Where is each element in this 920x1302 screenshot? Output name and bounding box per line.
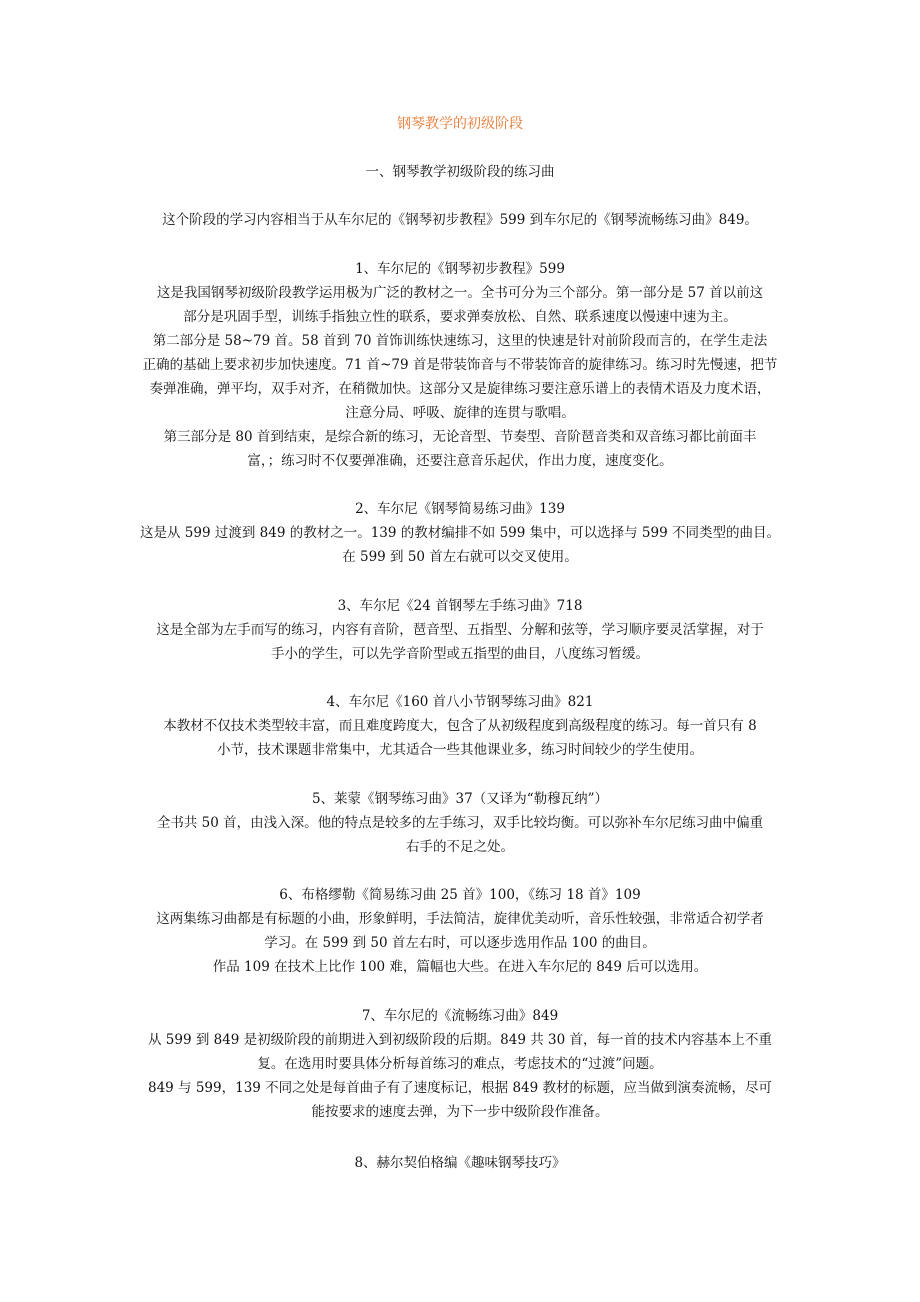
item-1-line: 奏弹准确，弹平均，双手对齐，在稍微加快。这部分又是旋律练习要注意乐谱上的表情术语及力度术语，	[149, 381, 771, 397]
item-5-heading: 5、莱蒙《钢琴练习曲》37（又译为“勒穆瓦纳”）	[311, 791, 609, 807]
item-5-body	[140, 811, 780, 859]
document-title: 钢琴教学的初级阶段	[397, 116, 523, 132]
item-7-line: 从 599 到 849 是初级阶段的前期进入到初级阶段的后期。849 共 30 首，每一首的技术内容基本上不重	[147, 1032, 773, 1048]
item-6-line: 作品 109 在技术上比作 100 难，篇幅也大些。在进入车尔尼的 849 后可以选用。	[212, 959, 708, 975]
item-2-body	[140, 521, 780, 569]
item-6-line: 学习。在 599 到 50 首左右时，可以逐步选用作品 100 的曲目。	[264, 935, 656, 951]
item-7-line: 复。在选用时要具体分析每首练习的难点，考虑技术的“过渡”问题。	[257, 1056, 663, 1072]
item-8-heading: 8、赫尔契伯格编《趣味钢琴技巧》	[354, 1155, 566, 1171]
item-1-line: 这是我国钢琴初级阶段教学运用极为广泛的教材之一。全书可分为三个部分。第一部分是 57 首以前这	[156, 285, 764, 301]
item-7-heading: 7、车尔尼的《流畅练习曲》849	[361, 1008, 559, 1024]
item-3-body	[140, 618, 780, 666]
item-4-body	[140, 714, 780, 762]
item-3-heading: 3、车尔尼《24 首钢琴左手练习曲》718	[337, 598, 583, 614]
item-1-line: 第二部分是 58~79 首。58 首到 70 首饰训练快速练习，这里的快速是针对前阶段而言的，在学生走法	[152, 333, 768, 349]
item-7-line: 849 与 599，139 不同之处是每首曲子有了速度标记，根据 849 教材的标题，应当做到演奏流畅，尽可	[147, 1080, 773, 1096]
item-7-line: 能按要求的速度去弹，为下一步中级阶段作准备。	[311, 1104, 609, 1120]
item-2-heading: 2、车尔尼《钢琴简易练习曲》139	[355, 501, 565, 517]
item-7-body	[140, 1028, 780, 1124]
item-1-line: 注意分局、呼吸、旋律的连贯与歌唱。	[345, 405, 575, 421]
item-6-line: 这两集练习曲都是有标题的小曲，形象鲜明，手法简洁，旋律优美动听，音乐性较强，非常适合初学者	[156, 911, 764, 927]
item-3-line: 这是全部为左手而写的练习，内容有音阶，琶音型、五指型、分解和弦等，学习顺序要灵活掌握，对于	[156, 622, 764, 638]
item-4-line: 本教材不仅技术类型较丰富，而且难度跨度大，包含了从初级程度到高级程度的练习。每一首只有 8	[163, 718, 757, 734]
item-4-heading: 4、车尔尼《160 首八小节钢琴练习曲》821	[326, 694, 594, 710]
item-1-body	[140, 281, 780, 473]
item-2-line: 这是从 599 过渡到 849 的教材之一。139 的教材编排不如 599 集中，可以选择与 599 不同类型的曲目。	[140, 525, 780, 541]
item-3-line: 手小的学生，可以先学音阶型或五指型的曲目，八度练习暂缓。	[271, 646, 649, 662]
item-1-line: 第三部分是 80 首到结束，是综合新的练习，无论音型、节奏型、音阶琶音类和双音练习都比前面丰	[163, 429, 757, 445]
item-1-line: 部分是巩固手型，训练手指独立性的联系，要求弹奏放松、自然、联系速度以慢速中速为主。	[183, 309, 737, 325]
item-5-line: 右手的不足之处。	[406, 839, 514, 855]
section-heading: 一、钢琴教学初级阶段的练习曲	[365, 164, 555, 180]
item-1-line: 富，；练习时不仅要弹准确，还要注意音乐起伏，作出力度，速度变化。	[247, 453, 673, 469]
intro-paragraph: 这个阶段的学习内容相当于从车尔尼的《钢琴初步教程》599 到车尔尼的《钢琴流畅练习曲》849。	[162, 212, 758, 228]
item-4-line: 小节，技术课题非常集中，尤其适合一些其他课业多，练习时间较少的学生使用。	[217, 742, 703, 758]
item-6-heading: 6、布格缪勒《简易练习曲 25 首》100，《练习 18 首》109	[279, 887, 641, 903]
item-1-line: 正确的基础上要求初步加快速度。71 首~79 首是带装饰音与不带装饰音的旋律练习。练习时先慢速，把节	[142, 357, 778, 373]
item-2-line: 在 599 到 50 首左右就可以交叉使用。	[342, 549, 578, 565]
item-5-line: 全书共 50 首，由浅入深。他的特点是较多的左手练习，双手比较均衡。可以弥补车尔尼练习曲中偏重	[156, 815, 764, 831]
item-1-heading: 1、车尔尼的《钢琴初步教程》599	[355, 261, 565, 277]
item-6-body	[140, 907, 780, 979]
